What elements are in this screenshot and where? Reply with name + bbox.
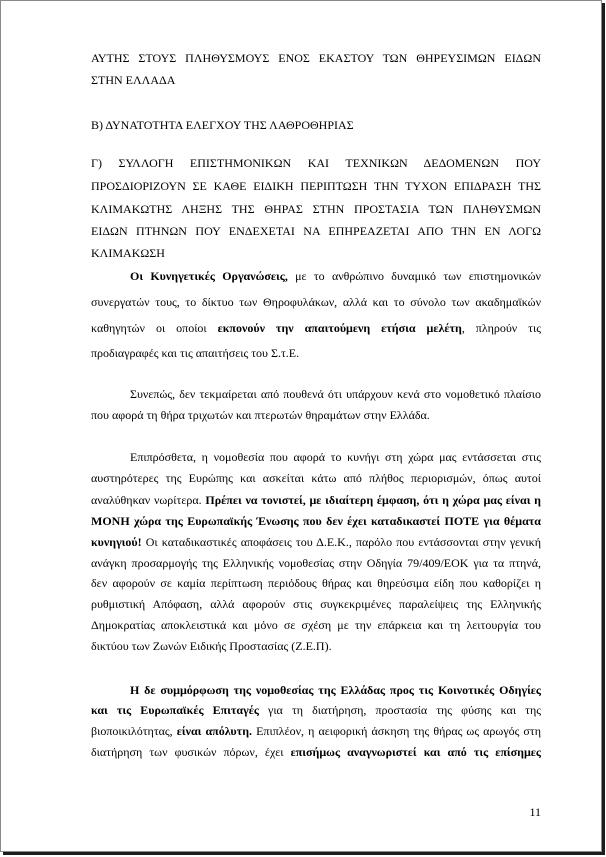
text-segment: ανάγκη προσαρμογής της Ελληνικής νομοθεσίας στην Οδηγία 79/409/ΕΟΚ για τα πτηνά, [91,556,541,570]
paragraph-line [91,320,541,336]
item-c-line [91,155,541,171]
bold-text-segment: κυνηγιού! [91,535,142,549]
bold-text-segment: είναι απόλυτη. [176,724,253,738]
bold-text-segment: Πρέπει να τονιστεί, με ιδιαίτερη έμφαση, ότι η χώρα μας είναι η [205,493,541,507]
paragraph-line [91,744,541,760]
item-c-line [91,201,541,217]
text-segment: Γ) ΣΥΛΛΟΓΗ ΕΠΙΣΤΗΜΟΝΙΚΩΝ ΚΑΙ ΤΕΧΝΙΚΩΝ ΔΕΔΟΜΕΝΩΝ ΠΟΥ [91,156,541,170]
paragraph-line [91,555,541,571]
heading-line [91,72,541,88]
paragraph-line [91,596,541,612]
text-segment: , πληρούν τις [461,321,541,335]
text-segment: βιοποικιλότητας, [91,724,177,738]
text-segment: δεν αφορούν σε καμία περίπτωση περιόδους θήρας και θηρεύσιμα είδη που καθορίζει η [91,576,541,590]
text-segment: Δημοκρατίας αποκλειστικά και μόνο σε σχέση με την επάρκεια και τη λειτουργία του [91,618,541,632]
paragraph-line [91,723,541,739]
text-segment: ΠΡΟΣΔΙΟΡΙΖΟΥΝ ΣΕ ΚΑΘΕ ΕΙΔΙΚΗ ΠΕΡΙΠΤΩΣΗ ΤΗΝ ΤΥΧΟΝ ΕΠΙΔΡΑΣΗ ΤΗΣ [91,179,541,193]
paragraph-line [91,492,541,508]
bold-text-segment: και τις Ευρωπαϊκές Επιταγές [91,703,259,717]
text-segment: αναλύθηκαν νωρίτερα. [91,493,206,507]
paragraph-line [91,470,541,486]
item-c-line [91,245,541,261]
text-segment: με το ανθρώπινο δυναμικό των επιστημονικών [287,269,541,283]
text-segment: ρυθμιστική Απόφαση, αλλά αφορούν στις συγκεκριμένες παραλείψεις της Ελληνικής [91,597,541,611]
text-segment: Οι καταδικαστικές αποφάσεις του Δ.Ε.Κ., παρόλο που εντάσσονται στην γενική [141,535,541,549]
text-segment: προδιαγραφές και τις απαιτήσεις του Σ.τ.Ε. [91,346,300,360]
item-c-line [91,223,541,239]
text-segment: Β) ΔΥΝΑΤΟΤΗΤΑ ΕΛΕΓΧΟΥ ΤΗΣ ΛΑΘΡΟΘΗΡΙΑΣ [91,118,354,132]
text-segment: για τη διατήρηση, προστασία της φύσης και της [258,703,541,717]
paragraph-line [91,513,541,529]
bold-text-segment: επισήμως αναγνωριστεί και από τις επίσημες [290,745,541,759]
text-segment: καθηγητών οι οποίοι [91,321,218,335]
paragraph-line [130,386,541,402]
paragraph-line [130,268,541,284]
text-segment: ΑΥΤΗΣ ΣΤΟΥΣ ΠΛΗΘΥΣΜΟΥΣ ΕΝΟΣ ΕΚΑΣΤΟΥ ΤΩΝ ΘΗΡΕΥΣΙΜΩΝ ΕΙΔΩΝ [91,51,541,65]
paragraph-line [91,345,541,361]
paragraph-line [91,617,541,633]
item-c-line [91,178,541,194]
bold-text-segment: Η δε συμμόρφωση της νομοθεσίας της Ελλάδας προς τις Κοινοτικές Οδηγίες [130,683,541,697]
text-segment: δικτύου των Ζωνών Ειδικής Προστασίας (Ζ.Ε.Π). [91,639,332,653]
text-segment: Επιπλέον, η αειφορική άσκηση της θήρας ως αρωγός στη [252,724,541,738]
paragraph-line [91,702,541,718]
text-segment: που αφορά τη θήρα τριχωτών και πτερωτών θηραμάτων στην Ελλάδα. [91,408,430,422]
bold-text-segment: εκπονούν την απαιτούμενη ετήσια μελέτη [217,321,462,335]
text-segment: ΣΤΗΝ ΕΛΛΑΔΑ [91,73,176,87]
text-segment: αυστηρότερες της Ευρώπης και ασκείται κάτω από πλήθος περιορισμών, όπως αυτοί [91,471,541,485]
paragraph-line [91,638,541,654]
bold-text-segment: ΜΟΝΗ χώρα της Ευρωπαϊκής Ένωσης που δεν έχει καταδικαστεί ΠΟΤΕ για θέματα [91,514,541,528]
page-number: 11 [529,805,541,819]
text-segment: Συνεπώς, δεν τεκμαίρεται από πουθενά ότι υπάρχουν κενά στο νομοθετικό πλαίσιο [130,387,541,401]
item-b-heading [91,117,541,133]
text-segment: συνεργατών τους, το δίκτυο των Θηροφυλάκων, αλλά και το σύνολο των ακαδημαϊκών [91,295,541,309]
paragraph-line [91,407,541,423]
paragraph-line [130,449,541,465]
paragraph-line [91,575,541,591]
text-segment: Επιπρόσθετα, η νομοθεσία που αφορά το κυνήγι στη χώρα μας εντάσσεται στις [130,450,541,464]
paragraph-line [91,294,541,310]
paragraph-line [91,534,541,550]
text-segment: ΕΙΔΩΝ ΠΤΗΝΩΝ ΠΟΥ ΕΝΔΕΧΕΤΑΙ ΝΑ ΕΠΗΡΕΑΖΕΤΑΙ ΑΠΟ ΤΗΝ ΕΝ ΛΟΓΩ [91,224,541,238]
heading-line [91,50,541,66]
text-segment: ΚΛΙΜΑΚΩΤΗΣ ΛΗΞΗΣ ΤΗΣ ΘΗΡΑΣ ΣΤΗΝ ΠΡΟΣΤΑΣΙΑ ΤΩΝ ΠΛΗΘΥΣΜΩΝ [91,202,541,216]
bold-text-segment: Οι Κυνηγετικές Οργανώσεις, [130,269,288,283]
text-segment: διατήρηση των φυσικών πόρων, έχει [91,745,291,759]
text-segment: ΚΛΙΜΑΚΩΣΗ [91,246,165,260]
paragraph-line [130,682,541,698]
